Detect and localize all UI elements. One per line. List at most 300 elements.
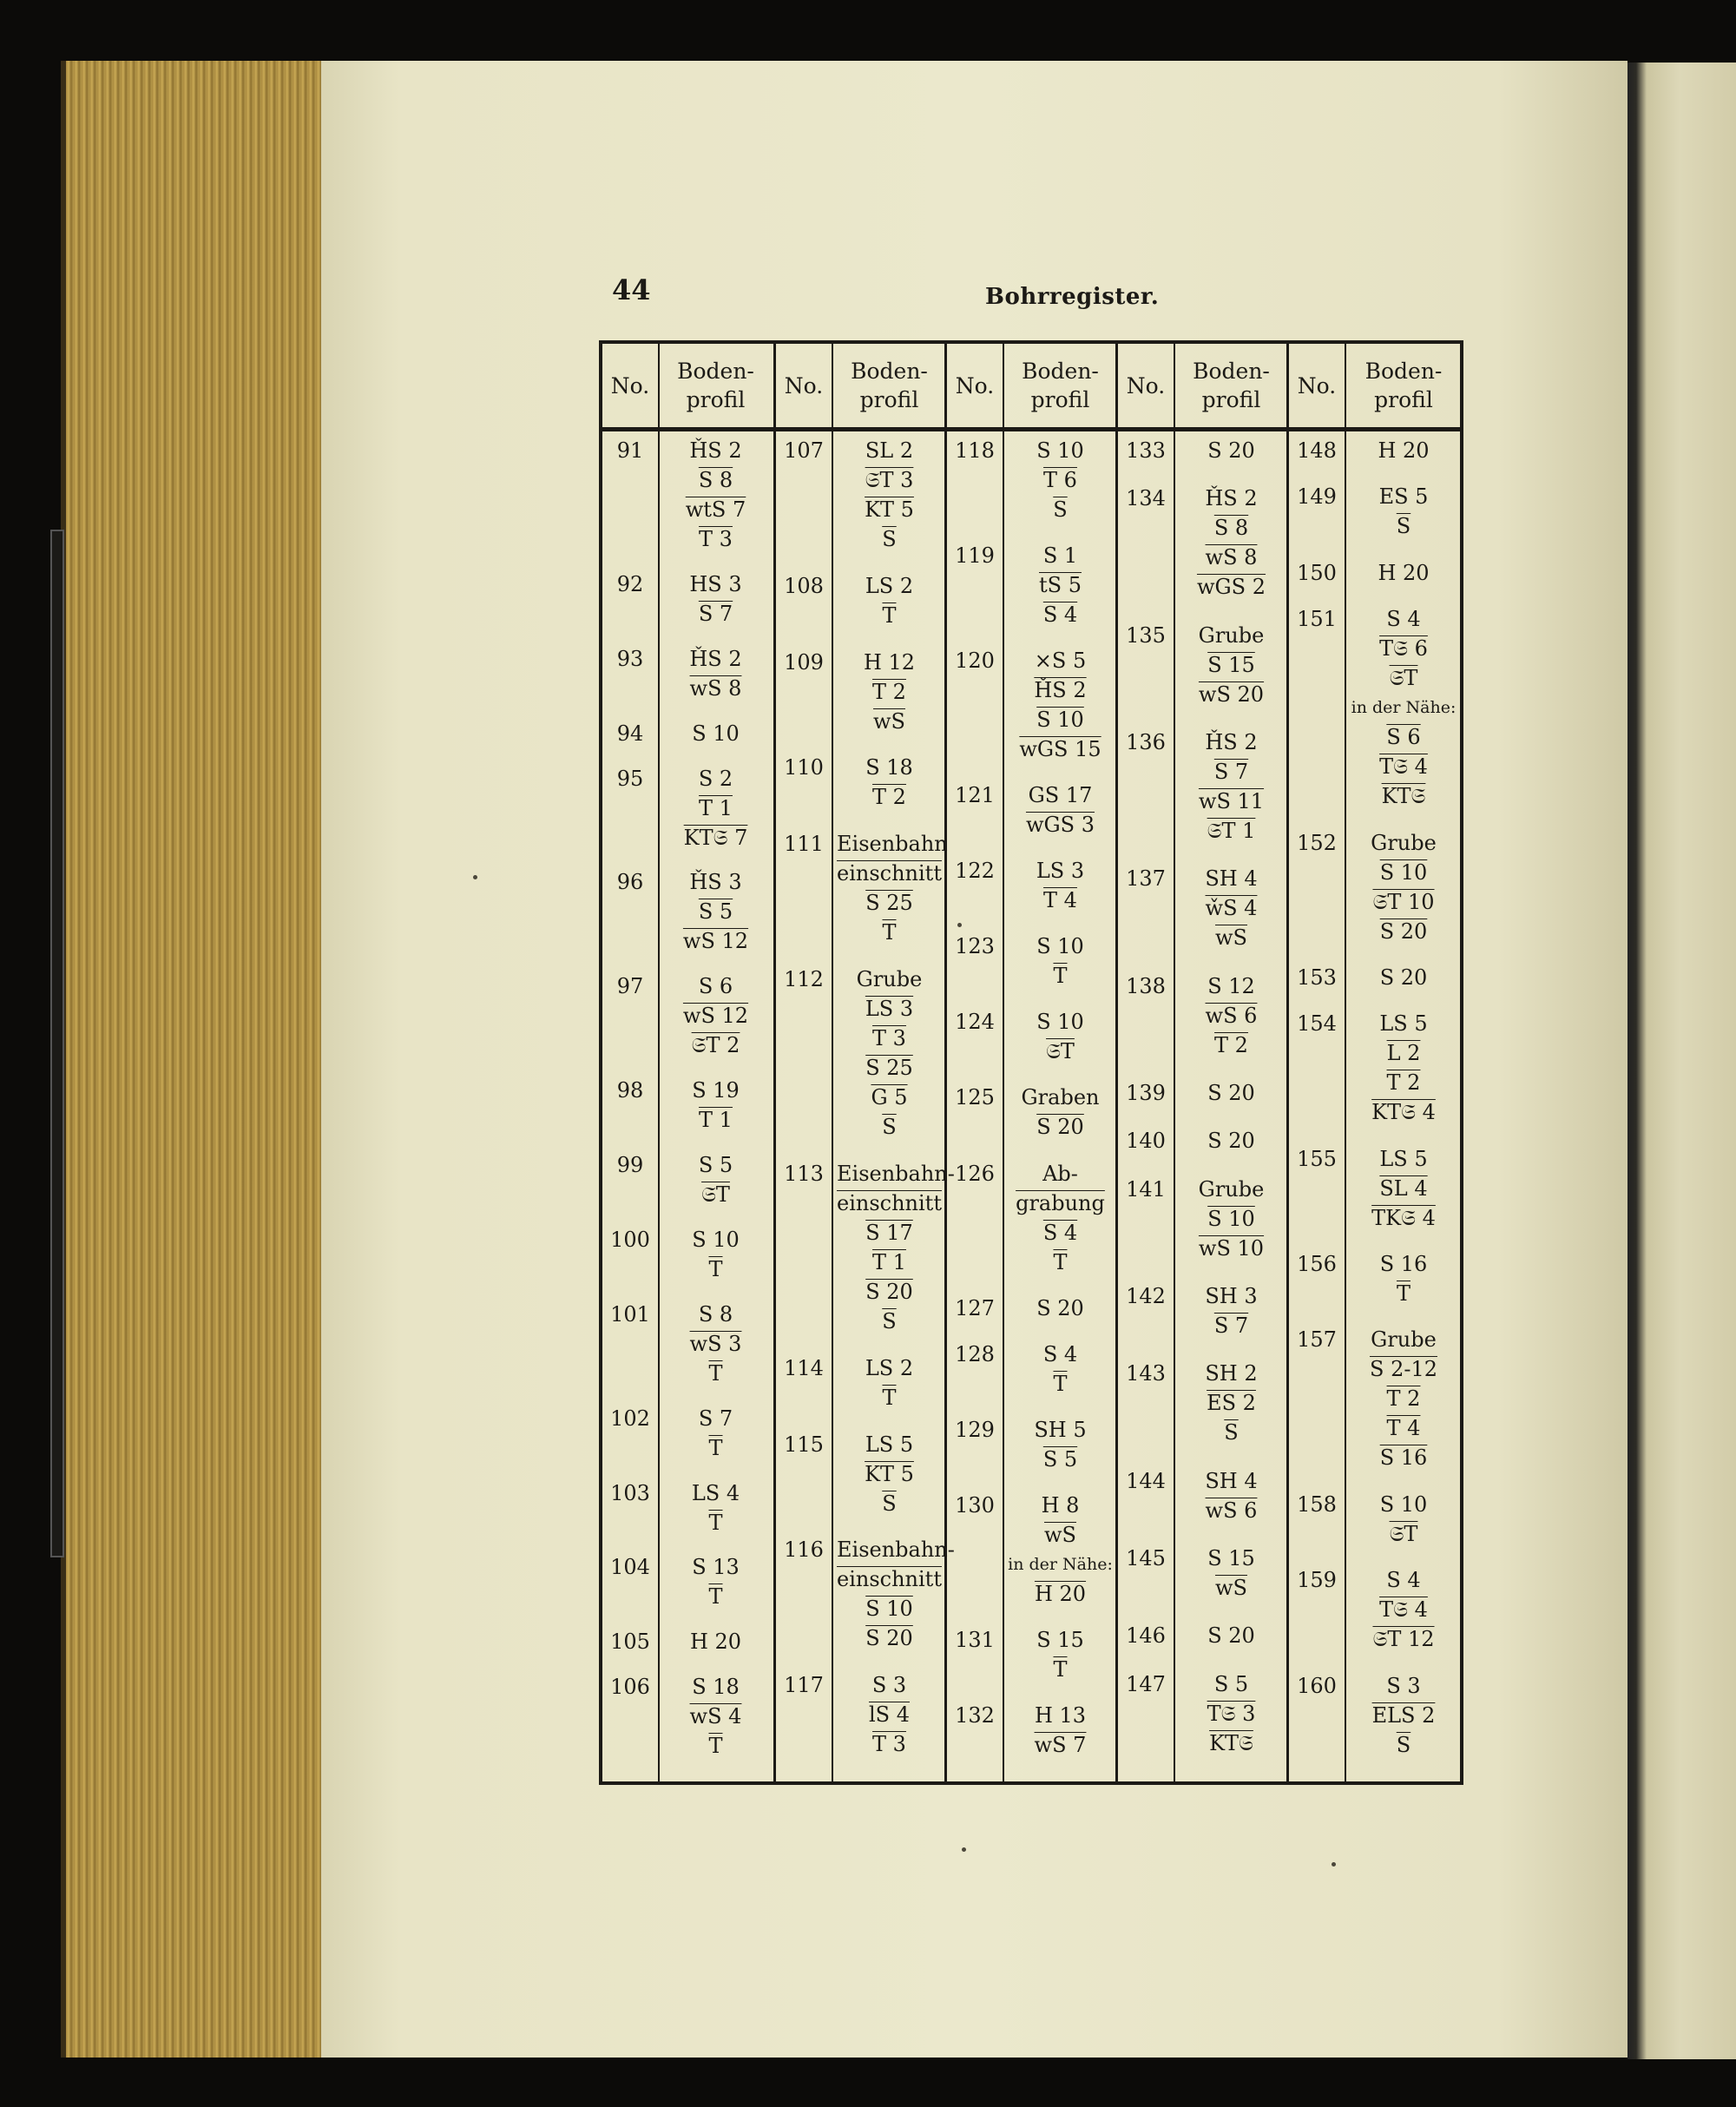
soil-profile (1350, 1325, 1457, 1472)
soil-profile (1008, 1007, 1113, 1066)
soil-layer (1179, 436, 1284, 465)
soil-layer-text: S 20 (865, 1626, 913, 1651)
soil-layer (1008, 1340, 1113, 1369)
soil-layer-text: S 6 (1386, 725, 1421, 750)
entry-number: 138 (1126, 973, 1166, 998)
entry-number: 114 (784, 1355, 824, 1380)
soil-layer-text: $\overline{T}$ (1053, 964, 1068, 989)
soil-layer (837, 1700, 942, 1729)
soil-layer-text: ×S 5 (1034, 649, 1087, 674)
soil-layer (837, 677, 942, 707)
header-no: No. (784, 372, 824, 398)
soil-layer-text: S 18 (865, 755, 913, 780)
soil-profile (663, 1150, 768, 1209)
entry-number: 137 (1126, 866, 1166, 892)
soil-layer-text: wS 10 (1198, 1235, 1265, 1261)
soil-layer-text: $\overline{T}$ (708, 1256, 723, 1281)
soil-layer-text: S 15 (1207, 1546, 1255, 1570)
soil-layer (837, 1112, 942, 1142)
entry-number: 139 (1126, 1081, 1166, 1105)
soil-layer (1350, 1730, 1457, 1760)
header-bodenprofil: Boden- profil (677, 359, 754, 412)
soil-layer (1008, 1520, 1113, 1550)
soil-layer (1179, 787, 1284, 816)
page-number: 44 (612, 273, 651, 306)
soil-layer (1350, 511, 1457, 541)
header-no: No. (610, 372, 650, 398)
soil-layer (1179, 1234, 1284, 1263)
soil-layer-text: LS 2 (865, 573, 914, 598)
soil-layer-text: ES 5 (1378, 484, 1429, 510)
soil-profile (837, 829, 948, 947)
entry-number: 100 (610, 1227, 650, 1252)
soil-layer (663, 465, 768, 495)
soil-profile (1350, 558, 1457, 588)
soil-layer (1008, 465, 1113, 495)
soil-layer-text: T𝔖 4 (1379, 754, 1428, 780)
soil-layer (663, 1404, 768, 1433)
page-speck (473, 875, 477, 879)
soil-layer (663, 1150, 768, 1180)
soil-layer-text: 𝔖T 12 (1372, 1627, 1435, 1652)
soil-layer (1008, 1248, 1113, 1277)
soil-layer (663, 764, 768, 793)
book-page-edges (61, 61, 326, 2058)
soil-layer (837, 707, 942, 736)
entry-number: 145 (1126, 1546, 1166, 1570)
soil-layer (1350, 1519, 1457, 1549)
soil-layer-text: S 8 (698, 468, 733, 492)
soil-layer-text: S 20 (1036, 1295, 1084, 1320)
soil-layer (837, 965, 942, 994)
soil-layer-text: S 2 (698, 766, 733, 791)
soil-layer (1179, 1126, 1284, 1156)
soil-layer-text: T 4 (1386, 1416, 1421, 1441)
soil-layer-text: wS 12 (682, 929, 749, 954)
soil-layer (837, 571, 942, 601)
bookmark-strip (50, 530, 64, 1557)
soil-profile (837, 753, 942, 812)
entry-number: 123 (955, 934, 995, 959)
soil-layer (1350, 1624, 1457, 1654)
soil-layer-text: $\overline{S}$ (1053, 497, 1068, 522)
soil-profile (1179, 1126, 1284, 1156)
facing-page-edge (1628, 63, 1736, 2059)
soil-layer (1008, 570, 1113, 600)
soil-layer (1350, 781, 1457, 811)
soil-layer (1350, 1595, 1457, 1624)
soil-layer (1179, 650, 1284, 680)
soil-layer-text: $\overline{S}$ (1396, 1732, 1411, 1757)
soil-layer-text: grabung (1016, 1190, 1105, 1215)
soil-layer-text: S 10 (1207, 1206, 1255, 1231)
soil-layer-text: H 12 (863, 649, 916, 675)
entry-number: 122 (955, 859, 995, 884)
soil-layer-text: SL 2 (865, 438, 914, 463)
soil-layer-text: wS 4 (689, 1704, 742, 1729)
soil-layer-text: S 20 (1207, 1623, 1255, 1649)
soil-layer (837, 829, 948, 859)
soil-layer (837, 601, 942, 630)
soil-profile (1350, 1009, 1457, 1127)
soil-layer-text: S 20 (865, 1279, 913, 1304)
soil-layer-text: wGS 2 (1196, 575, 1266, 600)
entry-number: 115 (784, 1432, 824, 1457)
soil-layer (1008, 600, 1113, 629)
soil-layer (1350, 1325, 1457, 1354)
soil-layer (1179, 1466, 1284, 1496)
soil-layer (1008, 1083, 1113, 1112)
soil-layer (837, 1353, 942, 1383)
entry-number: 107 (784, 438, 824, 463)
soil-layer (837, 436, 942, 465)
register-column (773, 344, 955, 1781)
soil-layer-text: T 1 (872, 1249, 906, 1274)
soil-layer (1008, 1445, 1113, 1474)
bohrregister-table (599, 340, 1463, 1785)
soil-profile (1350, 436, 1457, 465)
soil-layer-text: SH 4 (1205, 866, 1258, 892)
soil-profile (837, 1535, 955, 1653)
entry-number: 103 (610, 1480, 650, 1505)
soil-layer-text: H 20 (1034, 1581, 1087, 1606)
soil-profile (1008, 780, 1113, 840)
soil-layer-text: LS 5 (1379, 1011, 1428, 1037)
soil-layer (1179, 1001, 1284, 1030)
soil-profile (837, 1353, 942, 1412)
soil-layer (1350, 693, 1457, 722)
soil-layer (837, 1218, 942, 1248)
soil-layer-text: wS 11 (1198, 789, 1265, 813)
soil-layer-text: SH 3 (1205, 1284, 1258, 1308)
soil-layer-text: S 7 (698, 1406, 733, 1431)
header-rule (1118, 427, 1289, 431)
soil-layer (1008, 1037, 1113, 1066)
soil-layer-text: S 10 (1379, 859, 1428, 885)
soil-layer-text: $\overline{T}$ (882, 920, 897, 945)
header-bodenprofil: Boden- profil (851, 359, 928, 412)
soil-layer-text: $\overline{wS}$ (873, 708, 905, 734)
column-rule (1345, 344, 1346, 1781)
entry-number: 156 (1297, 1252, 1337, 1277)
soil-profile (1350, 1671, 1457, 1760)
column-rule (832, 344, 833, 1781)
soil-layer (1350, 663, 1457, 693)
entry-number: 121 (955, 783, 995, 808)
entry-number: 116 (784, 1537, 824, 1563)
soil-layer (1179, 1030, 1284, 1060)
page-speck (962, 1847, 966, 1852)
soil-layer (663, 1478, 768, 1508)
soil-layer (1179, 1281, 1284, 1311)
soil-layer (1179, 1669, 1284, 1699)
soil-layer (837, 918, 942, 947)
soil-layer-text: S 7 (1213, 760, 1249, 784)
soil-layer-text: $\overline{wS}$ (1215, 925, 1247, 951)
entry-number: 112 (784, 967, 824, 992)
soil-layer-text: S 20 (1207, 1129, 1255, 1154)
soil-profile (663, 719, 768, 748)
soil-layer-text: Grube (1371, 1327, 1437, 1353)
entry-number: 146 (1126, 1623, 1166, 1649)
soil-layer-text: S 10 (1036, 934, 1084, 959)
header-bodenprofil: Boden- profil (1364, 359, 1443, 412)
register-column (1115, 344, 1289, 1781)
soil-profile (663, 1672, 768, 1761)
soil-layer-text: H 13 (1034, 1702, 1087, 1728)
soil-layer-text: KT𝔖 4 (1371, 1100, 1436, 1125)
entry-number: 134 (1126, 486, 1166, 511)
soil-layer-text: einschnitt (837, 1567, 942, 1592)
soil-profile (663, 971, 768, 1060)
soil-layer (1350, 1174, 1457, 1203)
soil-layer (1350, 1249, 1457, 1279)
soil-profile (1179, 1544, 1284, 1603)
soil-layer-text: H 8 (1041, 1492, 1080, 1518)
entry-number: 142 (1126, 1284, 1166, 1308)
soil-profile (1008, 436, 1113, 524)
soil-layer-text: in der Nähe: (1008, 1554, 1113, 1574)
soil-profile (837, 1159, 955, 1336)
soil-layer (837, 1277, 942, 1307)
entry-number: 155 (1297, 1146, 1337, 1171)
soil-layer (1350, 634, 1457, 663)
soil-layer-text: S 4 (1042, 1220, 1078, 1245)
soil-layer-text: ȞS 2 (689, 646, 742, 671)
soil-layer-text: SL 4 (1379, 1175, 1428, 1201)
soil-layer-text: T 3 (872, 1732, 906, 1757)
soil-layer (663, 570, 768, 599)
soil-layer-text: S 20 (1207, 438, 1255, 463)
soil-layer-text: $\overline{T}$ (708, 1435, 723, 1460)
soil-layer-text: T 1 (699, 1108, 733, 1133)
soil-layer-text: 𝔖T (1389, 1521, 1418, 1546)
soil-layer (663, 823, 768, 853)
soil-layer (1008, 886, 1113, 915)
soil-layer (1179, 680, 1284, 709)
soil-layer (837, 1188, 942, 1218)
header-rule (947, 427, 1118, 431)
soil-layer-text: T 2 (872, 785, 906, 810)
soil-layer (1179, 572, 1284, 602)
soil-layer-text: LS 4 (691, 1480, 740, 1505)
soil-layer (1179, 484, 1284, 513)
header-bodenprofil: Boden- profil (1193, 359, 1270, 412)
soil-layer (1179, 1573, 1284, 1603)
soil-layer (663, 719, 768, 748)
soil-layer-text: S 20 (1379, 919, 1428, 944)
soil-layer-text: T 4 (1043, 888, 1077, 913)
soil-layer-text: ȞS 2 (1205, 486, 1258, 511)
soil-layer (837, 1535, 955, 1564)
soil-profile (1350, 1249, 1457, 1308)
soil-profile (1008, 646, 1113, 764)
entry-number: 157 (1297, 1327, 1337, 1353)
header-rule (776, 427, 947, 431)
soil-layer-text: LS 5 (1379, 1146, 1428, 1171)
soil-layer (837, 1459, 942, 1489)
soil-layer-text: S 19 (692, 1078, 740, 1103)
soil-layer (1350, 917, 1457, 946)
entry-number: 95 (616, 766, 644, 791)
entry-number: 133 (1126, 438, 1166, 463)
soil-layer-text: $\overline{T}$ (1396, 1281, 1410, 1307)
soil-profile (663, 436, 768, 554)
soil-layer (1350, 482, 1457, 511)
soil-layer-text: LS 2 (865, 1355, 914, 1380)
soil-layer (1350, 1279, 1457, 1308)
column-rule (1174, 344, 1175, 1781)
soil-layer-text: Grube (856, 967, 923, 992)
soil-layer-text: S 8 (1213, 516, 1249, 541)
soil-profile (1008, 1415, 1113, 1474)
register-column (602, 344, 773, 1781)
entry-number: 113 (784, 1161, 824, 1186)
soil-layer (837, 1307, 942, 1336)
soil-layer-text: tS 5 (1039, 573, 1082, 598)
entry-number: 149 (1297, 484, 1337, 510)
soil-layer-text: ȞS 3 (689, 870, 742, 895)
entry-number: 104 (610, 1555, 650, 1580)
soil-layer (663, 1672, 768, 1702)
soil-layer-text: Grube (1371, 830, 1437, 855)
soil-layer (1179, 816, 1284, 846)
soil-layer-text: GS 17 (1028, 783, 1093, 808)
soil-profile (1350, 963, 1457, 992)
soil-layer-text: TK𝔖 4 (1371, 1205, 1436, 1230)
soil-layer (837, 1383, 942, 1412)
soil-layer-text: 𝔖T 1 (1207, 819, 1256, 843)
entry-number: 153 (1297, 965, 1337, 990)
soil-layer (663, 1105, 768, 1135)
soil-layer (1179, 1728, 1284, 1758)
soil-layer (837, 495, 942, 524)
soil-layer-text: ȞS 2 (1034, 678, 1087, 703)
entry-number: 144 (1126, 1468, 1166, 1493)
register-column (1286, 344, 1463, 1781)
soil-layer-text: $\overline{T}$ (1053, 1656, 1068, 1682)
soil-layer (1179, 1699, 1284, 1728)
soil-layer (663, 1508, 768, 1537)
soil-layer (837, 1729, 942, 1759)
soil-layer (1350, 1384, 1457, 1413)
soil-layer (663, 644, 768, 674)
soil-layer (1008, 646, 1113, 675)
soil-layer (1179, 757, 1284, 787)
soil-layer (663, 1552, 768, 1582)
soil-layer (1008, 1369, 1113, 1399)
soil-layer (663, 1433, 768, 1463)
soil-layer (1350, 558, 1457, 588)
soil-profile (1008, 1083, 1113, 1142)
entry-number: 94 (616, 721, 644, 746)
soil-layer-text: 𝔖T 2 (691, 1033, 740, 1058)
soil-profile (1008, 1491, 1113, 1609)
soil-layer (663, 897, 768, 926)
register-column (944, 344, 1118, 1781)
soil-layer (1008, 961, 1113, 991)
soil-layer-text: L 2 (1386, 1041, 1421, 1066)
entry-number: 129 (955, 1417, 995, 1442)
soil-layer (1008, 675, 1113, 705)
soil-layer (1350, 1203, 1457, 1233)
soil-layer (1179, 621, 1284, 650)
soil-layer-text: einschnitt (837, 1190, 942, 1215)
soil-profile (1350, 1144, 1457, 1233)
soil-profile (1008, 1159, 1113, 1277)
soil-layer-text: S 3 (1386, 1673, 1421, 1698)
soil-layer (1008, 780, 1113, 810)
entry-number: 160 (1297, 1673, 1337, 1698)
entry-number: 140 (1126, 1129, 1166, 1154)
soil-layer (1350, 1701, 1457, 1730)
entry-number: 101 (610, 1301, 650, 1327)
soil-layer-text: $\overline{S}$ (1224, 1420, 1239, 1445)
soil-layer (837, 1670, 942, 1700)
soil-layer-text: $\overline{T}$ (708, 1584, 723, 1610)
soil-layer-text: in der Nähe: (1351, 698, 1457, 718)
soil-profile (837, 436, 942, 554)
soil-layer-text: SH 4 (1205, 1468, 1258, 1493)
soil-layer (1350, 1443, 1457, 1472)
soil-profile (837, 1670, 942, 1759)
soil-layer (1179, 1621, 1284, 1650)
soil-profile (1350, 604, 1457, 811)
soil-profile (837, 965, 942, 1142)
entry-number: 159 (1297, 1568, 1337, 1593)
soil-layer (1008, 1294, 1113, 1323)
soil-layer (1008, 436, 1113, 465)
soil-layer-text: S 12 (1207, 973, 1255, 998)
soil-layer-text: S 10 (865, 1597, 913, 1622)
soil-layer-text: S 25 (865, 891, 913, 916)
soil-layer-text: $\overline{S}$ (1396, 514, 1411, 539)
soil-profile (1179, 1621, 1284, 1650)
column-rule (658, 344, 660, 1781)
soil-layer-text: HS 3 (689, 571, 742, 596)
soil-profile (663, 1404, 768, 1463)
page-header (612, 273, 1467, 317)
entry-number: 147 (1126, 1671, 1166, 1696)
soil-layer-text: S 4 (1042, 1341, 1078, 1366)
header-no: No. (1297, 372, 1337, 398)
soil-layer (1350, 828, 1457, 858)
entry-number: 118 (955, 438, 995, 463)
soil-layer (1179, 1388, 1284, 1418)
entry-number: 106 (610, 1675, 650, 1700)
soil-profile (1179, 1281, 1284, 1340)
soil-layer-text: wS 12 (682, 1004, 749, 1029)
soil-layer (837, 888, 942, 918)
soil-layer (837, 753, 942, 782)
soil-layer-text: T 3 (699, 527, 733, 551)
soil-layer (837, 524, 942, 554)
soil-layer-text: SH 5 (1034, 1417, 1087, 1442)
soil-layer-text: S 7 (698, 601, 733, 626)
soil-layer-text: 𝔖T 10 (1372, 889, 1435, 914)
soil-layer (663, 867, 768, 897)
soil-layer-text: G 5 (871, 1085, 908, 1110)
soil-layer (1179, 513, 1284, 543)
soil-layer-text: S 20 (1379, 965, 1428, 990)
soil-profile (1350, 1565, 1457, 1654)
entry-number: 98 (616, 1078, 644, 1103)
soil-layer-text: $\overline{T}$ (1053, 1371, 1068, 1396)
soil-profile (1179, 436, 1284, 465)
soil-layer-text: S 8 (698, 1301, 733, 1327)
soil-layer (837, 1053, 942, 1083)
soil-layer (663, 599, 768, 629)
